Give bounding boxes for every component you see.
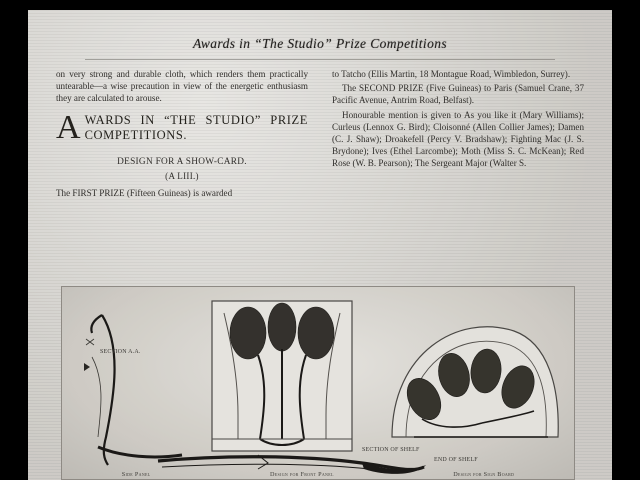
first-prize-line: The FIRST PRIZE (Fifteen Guineas) is awarded xyxy=(56,188,233,199)
side-panel-drawing xyxy=(91,315,114,465)
drop-cap: A xyxy=(56,108,81,146)
section-heading: WARDS IN “THE STUDIO” PRIZE COMPETITIONS. xyxy=(84,112,308,142)
plate-caption-3: Design for Sign Board xyxy=(453,471,515,478)
plate-captions xyxy=(62,471,574,478)
left-continued-paragraph: on very strong and durable cloth, which renders them practically untearable—a wise precaution in view of the energetic enthusiasm they are calculated to arouse. xyxy=(56,69,308,104)
illustration-plate xyxy=(61,286,575,480)
plate-caption-2: Design for Front Panel xyxy=(270,471,334,478)
plate-drawing xyxy=(62,287,574,479)
design-subheading-line: DESIGN FOR A SHOW-CARD. xyxy=(117,156,247,167)
side-panel-base xyxy=(98,447,182,457)
design-subheading xyxy=(56,156,308,182)
hand-label-section-shelf: SECTION OF SHELF xyxy=(362,447,420,453)
shelf-drawing xyxy=(158,455,424,470)
design-reference: (A LIII.) xyxy=(165,170,199,181)
side-panel-marks xyxy=(86,339,101,437)
left-column xyxy=(56,68,308,199)
right-paragraph-1: to Tatcho (Ellis Martin, 18 Montague Road, Wimbledon, Surrey). xyxy=(332,69,571,79)
text-columns xyxy=(28,60,612,199)
header-rule xyxy=(85,59,555,60)
plate-caption-1: Side Panel xyxy=(121,471,151,478)
right-column xyxy=(332,68,584,199)
right-mask xyxy=(612,0,640,480)
scanned-page xyxy=(28,10,612,480)
hand-label-section-aa: SECTION A.A. xyxy=(100,349,141,355)
left-mask xyxy=(0,0,28,480)
heart-mark xyxy=(84,363,90,371)
right-paragraph-2: The SECOND PRIZE (Five Guineas) to Paris (Samuel Crane, 37 Pacific Avenue, Antrim Road, Belfast). xyxy=(332,83,584,106)
right-paragraph-3: Honourable mention is given to As you like it (Mary Williams); Curleus (Lennox G. Bird); Cloisonné (Allen Collier James); Damen (C. J. Shaw); Droakefell (Percy V. Bradshaw); Fighting Mac (J. S. Brydone); Ives (Ethel Larcombe); Moth (Miss S. C. McKean); Red Rose (W. B. Pearson); The Sergeant Major (Walter S. xyxy=(332,109,584,169)
running-head: Awards in “The Studio” Prize Competitions xyxy=(192,36,448,51)
hand-label-end-shelf: END OF SHELF xyxy=(434,457,478,463)
section-heading-block xyxy=(56,108,308,147)
top-mask xyxy=(0,0,640,10)
